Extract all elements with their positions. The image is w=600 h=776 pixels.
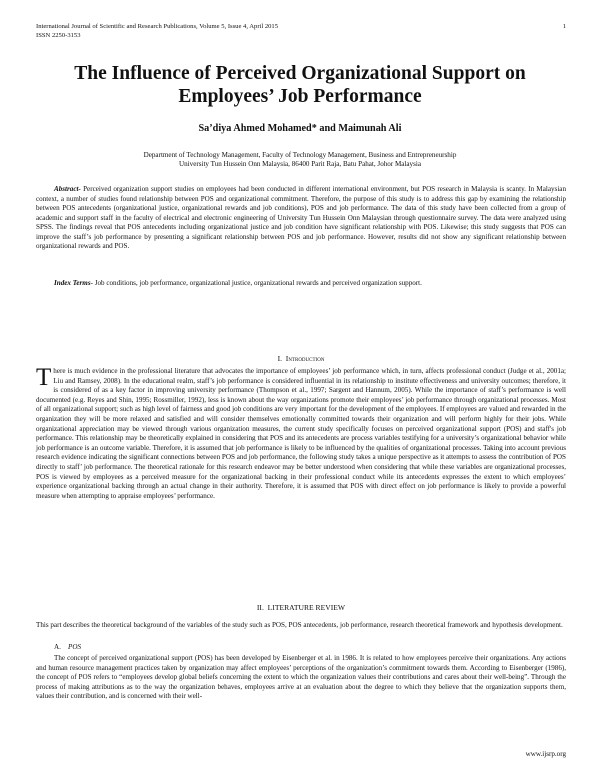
- affiliation-line-1: Department of Technology Management, Faculty of Technology Management, Business and Entrepreneurship: [143, 151, 457, 159]
- index-terms: [36, 279, 566, 289]
- footer-url: www.ijsrp.org: [525, 750, 566, 758]
- section-2-title: LITERATURE REVIEW: [267, 603, 346, 612]
- section-2-heading: [36, 603, 566, 612]
- literature-intro: [36, 621, 566, 631]
- pos-text: The concept of perceived organizational support (POS) has been developed by Eisenberger et al. in 1986. It is related to how employees perceive their organizations. Any actions and human resource management practices taken by organization may affect employees’ perceptions of the organization’s commitment towards them. According to Eisenberger (1986), the concept of POS refers to “employees develop global beliefs concerning the extent to which the organization values their contributions and cares about their well-being”. Through the process of making attributions as to the way the organization behaves, employees arrive at an evaluation about the degree to which they believe that the organization supports them, values their contribution, and is concerned with their well-: [36, 654, 566, 701]
- section-1-heading: [36, 354, 566, 363]
- subsection-a-label: A.: [54, 643, 61, 651]
- literature-intro-text: This part describes the theoretical background of the variables of the study such as POS, POS antecedents, job performance, research theoretical framework and hypothesis development.: [36, 621, 563, 629]
- index-terms-label: Index Terms: [54, 279, 91, 287]
- abstract: [36, 185, 566, 252]
- journal-line: International Journal of Scientific and Research Publications, Volume 5, Issue 4, April 2015: [36, 23, 279, 30]
- pos-body: [36, 654, 566, 702]
- affiliation: [30, 151, 570, 170]
- subsection-a-title: POS: [68, 643, 82, 651]
- drop-cap: T: [36, 364, 52, 391]
- affiliation-line-2: University Tun Hussein Onn Malaysia, 86400 Parit Raja, Batu Pahat, Johor Malaysia: [179, 160, 421, 169]
- abstract-label: Abstract-: [54, 185, 81, 193]
- section-2-number: II.: [256, 603, 264, 612]
- abstract-text: Perceived organization support studies on employees had been conducted in different international environment, but POS research in Malaysia is scanty. In Malaysian context, a number of studies found relationship between POS and organizational commitment. Therefore, the purpose of this study is to address this gap by examining the relationship between POS antecedents (organizational justice, organizational rewards and job conditions), POS and job performance. The data of this study have been collected from a group of academic and support staff in the faculty of electrical and electronic engineering of University Tun Hussein Onn Malaysian through questionnaire survey. The data were analyzed using SPSS. The findings reveal that POS antecedents including organizational justice and job condition have significant relationship with POS. Likewise; this study suggests that POS can improve the staff’s job performance by presenting a significant relationship between POS and job performance. However, results did not show any significant relationship between organizational rewards and POS.: [36, 185, 566, 251]
- introduction-text: here is much evidence in the professional literature that advocates the importance of employees’ job performance which, in turn, affects professional conduct (Judge et al., 2001a; Liu and Ramsey, 2008). In the educational realm, staff’s job performance is considered influential in its relationship to institute effectiveness and university outcomes; therefore, it is considered of as a key factor in improving university performance (Thompson et al., 1997; Sargent and Hannum, 2005). While the importance of staff’s performance is well documented (e.g. Reyes and Shin, 1995; Rossmiller, 1992), less is known about the way organizations promote their employees’ job performance through organizational processes. Most of all organizational support; such as high level of fairness and good job conditions are very important for the development of the employees. If employees are valued and rewarded in the organization they will be more relaxed and satisfied and will consider themselves emotionally committed towards their organization and will perform highly for their jobs. While organizational appreciation may be viewed through various organization measures, the current study specifically focuses on perceived organizational support (POS) and staff's job performance. This relationship may be theoretically explained in considering that POS and its antecedents are process variables testifying for a university’s organizational behavior while job performance is an outcome variable. Therefore, it is assumed that job performance is likely to be influenced by the qualities of organizational processes. Taking into account previous research evidence indicating the significant connections between POS and job performance, the following study takes a unique perspective as it attempts to assess the contribution of POS directly to staff’ job performance. The theoretical rationale for this research endeavor may be better understood when considering that while these variables are organizational processes, POS is viewed by employees as a perceived measure for the organizational backing in their professional conduct while its antecedents expresses the extent to which employees’ experience organizational backing through an actual change in their authority. Therefore, it is assumed that POS with direct effect on job performance is likely to provide a powerful measure when attempting to appraise employees’ performance.: [36, 367, 566, 500]
- author-list: Sa’diya Ahmed Mohamed* and Maimunah Ali: [198, 123, 402, 134]
- running-header: [36, 22, 566, 40]
- subsection-a-heading: [54, 643, 81, 651]
- section-1-title: Introduction: [285, 354, 325, 363]
- issn-line: ISSN 2250-3153: [36, 32, 81, 39]
- section-1-number: I.: [277, 354, 282, 363]
- paper-title: The Influence of Perceived Organizational Support on Employees’ Job Performance: [74, 63, 526, 107]
- page-number: 1: [562, 23, 566, 30]
- index-terms-text: - Job conditions, job performance, organizational justice, organizational rewards and perceived organization support.: [90, 279, 422, 287]
- introduction-body: [36, 364, 566, 501]
